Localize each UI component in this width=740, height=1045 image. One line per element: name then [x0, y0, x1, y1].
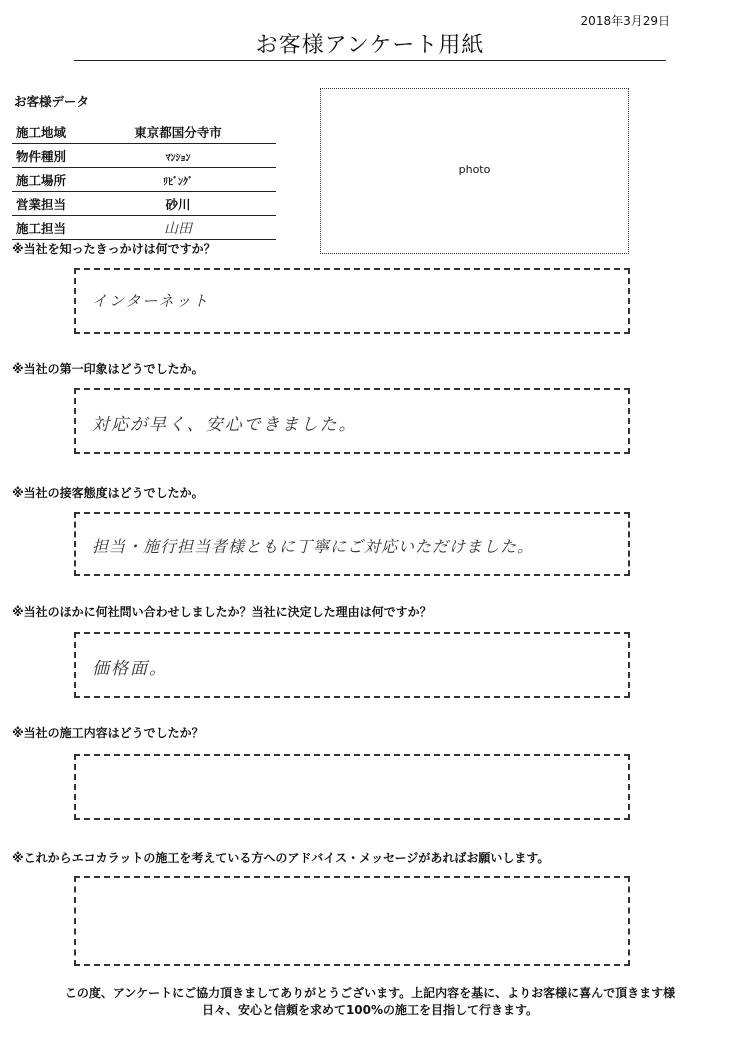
customer-data-table [12, 120, 276, 240]
answer-box-2 [74, 388, 630, 454]
answer-text-4: 価格面。 [92, 659, 168, 679]
answer-text-3: 担当・施行担当者様ともに丁寧にご対応いただけました。 [92, 537, 535, 556]
customer-data-heading: お客様データ [14, 94, 90, 109]
info-value: 砂川 [165, 197, 191, 212]
page-title: お客様アンケート用紙 [255, 33, 485, 58]
info-label: 営業担当 [16, 197, 67, 212]
answer-box-5 [74, 754, 630, 820]
answer-box-4 [74, 632, 630, 698]
footer-line-1: この度、アンケートにご協力頂きましてありがとうございます。上記内容を基に、よりお客様に喜んで頂きます様 [64, 986, 676, 1000]
question-6: ※これからエコカラットの施工を考えている方へのアドバイス・メッセージがあればお願いします。 [12, 851, 550, 865]
footer-line-2: 日々、安心と信頼を求めて100%の施工を目指して行きます。 [201, 1003, 539, 1017]
photo-placeholder [320, 88, 629, 254]
info-label: 物件種別 [16, 149, 67, 164]
answer-text-2: 対応が早く、安心できました。 [92, 415, 358, 435]
question-2: ※当社の第一印象はどうでしたか。 [12, 362, 204, 376]
info-row-sales-rep [12, 192, 276, 216]
question-5: ※当社の施工内容はどうでしたか？ [12, 726, 204, 740]
question-3: ※当社の接客態度はどうでしたか。 [12, 486, 204, 500]
answer-box-3 [74, 512, 630, 576]
info-label: 施工担当 [16, 221, 67, 236]
question-4: ※当社のほかに何社問い合わせしましたか？当社に決定した理由は何ですか？ [12, 605, 432, 619]
survey-date: 2018年3月29日 [580, 14, 670, 28]
info-value: 東京都国分寺市 [134, 125, 222, 140]
answer-box-6 [74, 876, 630, 966]
photo-label: photo [458, 163, 491, 176]
info-row-property-type [12, 144, 276, 168]
info-label: 施工地域 [16, 125, 67, 140]
answer-text-1: インターネット [92, 292, 210, 310]
info-row-location [12, 168, 276, 192]
question-1: ※当社を知ったきっかけは何ですか？ [12, 242, 216, 256]
info-row-area [12, 120, 276, 144]
info-value: ﾘﾋﾞﾝｸﾞ [163, 177, 193, 188]
info-label: 施工場所 [16, 173, 67, 188]
info-row-installer [12, 216, 276, 240]
answer-box-1 [74, 268, 630, 334]
info-value-handwritten: 山田 [164, 221, 192, 237]
title-underline [74, 60, 666, 61]
info-value: ﾏﾝｼｮﾝ [165, 153, 191, 164]
